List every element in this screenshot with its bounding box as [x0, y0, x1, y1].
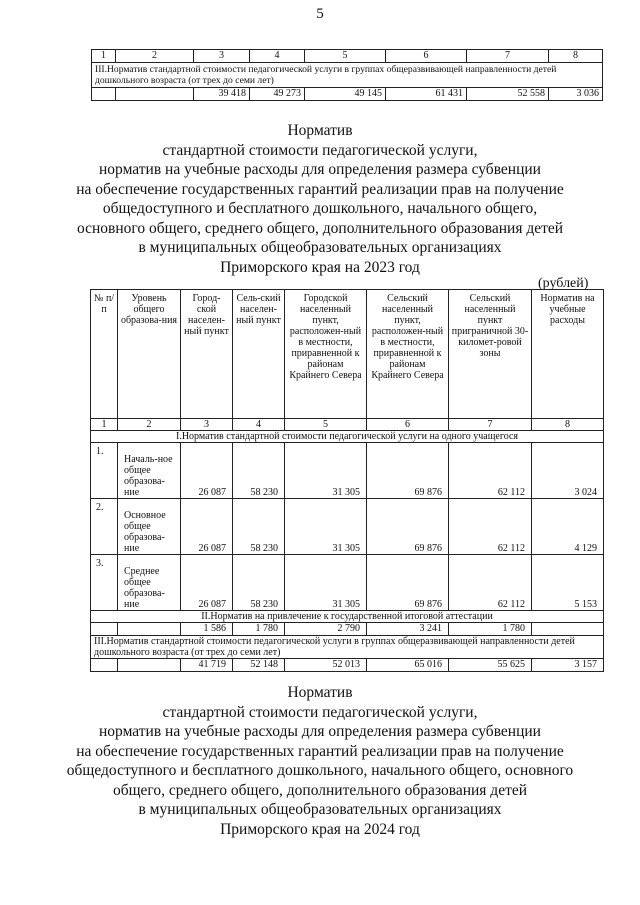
- table-row: [92, 88, 603, 101]
- table-row: [91, 636, 604, 659]
- table-cell: 3 157: [532, 659, 604, 672]
- col-number: 1: [91, 419, 118, 431]
- heading-line: стандартной стоимости педагогической услуги,: [162, 703, 478, 721]
- table-cell: 4 129: [532, 499, 604, 555]
- page-number: 5: [316, 6, 324, 22]
- heading-2024: [60, 683, 580, 839]
- table-row: [91, 555, 604, 611]
- col-number: 5: [285, 419, 367, 431]
- table-cell: 52 013: [285, 659, 367, 672]
- heading-line: общедоступного и бесплатного дошкольного, начального общего,: [102, 200, 538, 217]
- col-number: 3: [194, 50, 250, 63]
- table-row: [91, 611, 604, 623]
- heading-line: в муниципальных общеобразовательных организациях: [138, 801, 502, 818]
- heading-line: норматив на учебные расходы для определения размера субвенции: [99, 723, 541, 740]
- header-row: [91, 290, 604, 419]
- row-number: 2.: [91, 499, 118, 555]
- row-number: 3.: [91, 555, 118, 611]
- table-cell: 52 148: [233, 659, 285, 672]
- table-cell: 3 024: [532, 443, 604, 499]
- col-number: 3: [181, 419, 233, 431]
- column-header: Сель-ский населен-ный пункт: [233, 290, 285, 419]
- table-cell: 62 112: [449, 499, 532, 555]
- table-row: [91, 499, 604, 555]
- table-cell: 1 586: [181, 623, 233, 636]
- column-header: Норматив на учебные расходы: [532, 290, 604, 419]
- row-number: 1.: [91, 443, 118, 499]
- table-cell: [92, 88, 116, 101]
- main-table: [90, 289, 604, 672]
- column-header: Городской населенный пункт, расположен-ный в местности, приравненной к районам Крайнего Севера: [285, 290, 367, 419]
- top-table: [91, 49, 603, 101]
- table-cell: [118, 623, 181, 636]
- table-cell: 26 087: [181, 499, 233, 555]
- table-cell: 58 230: [233, 443, 285, 499]
- table-cell: 31 305: [285, 443, 367, 499]
- heading-2023: [60, 121, 580, 277]
- col-number: 1: [92, 50, 116, 63]
- heading-line: Приморского края на 2024 год: [220, 820, 420, 838]
- education-level: Началь-ное общее образова-ние: [118, 443, 181, 499]
- table-row: [91, 443, 604, 499]
- table-cell: 31 305: [285, 555, 367, 611]
- table-cell: 26 087: [181, 443, 233, 499]
- table-cell: 61 431: [386, 88, 467, 101]
- section-title: III.Норматив стандартной стоимости педагогической услуги в группах общеразвивающей направленности детей дошкольного возраста (от трех до семи лет): [91, 636, 604, 659]
- table-cell: 58 230: [233, 499, 285, 555]
- table-cell: 5 153: [532, 555, 604, 611]
- heading-line: Норматив: [287, 684, 353, 701]
- col-number: 7: [467, 50, 549, 63]
- column-header: Город-ской населен-ный пункт: [181, 290, 233, 419]
- section-title: I.Норматив стандартной стоимости педагогической услуги на одного учащегося: [91, 431, 604, 443]
- table-cell: 65 016: [367, 659, 449, 672]
- table-row: [91, 431, 604, 443]
- table-row: [91, 659, 604, 672]
- heading-line: основного общего, среднего общего, дополнительного образования детей: [76, 219, 564, 237]
- table-cell: 55 625: [449, 659, 532, 672]
- table-cell: 52 558: [467, 88, 549, 101]
- table-cell: [116, 88, 194, 101]
- heading-line: норматив на учебные расходы для определения размера субвенции: [99, 161, 541, 178]
- col-number: 2: [116, 50, 194, 63]
- table-cell: 69 876: [367, 499, 449, 555]
- heading-line: стандартной стоимости педагогической услуги,: [162, 141, 478, 159]
- table-row: [92, 50, 603, 63]
- col-number: 6: [367, 419, 449, 431]
- table-cell: 1 780: [449, 623, 532, 636]
- heading-line: Норматив: [287, 122, 353, 139]
- col-number: 5: [305, 50, 386, 63]
- section-title: III.Норматив стандартной стоимости педагогической услуги в группах общеразвивающей направленности детей дошкольного возраста (от трех до семи лет): [92, 63, 603, 88]
- column-header: Сельский населенный пункт, расположен-ный в местности, приравненной к районам Крайнего Севера: [367, 290, 449, 419]
- table-cell: 49 145: [305, 88, 386, 101]
- units-label: (рублей): [538, 276, 589, 291]
- table-cell: [532, 623, 604, 636]
- col-number: 6: [386, 50, 467, 63]
- table-cell: 58 230: [233, 555, 285, 611]
- col-number: 4: [250, 50, 305, 63]
- table-cell: 2 790: [285, 623, 367, 636]
- table-cell: [118, 659, 181, 672]
- table-cell: 62 112: [449, 443, 532, 499]
- heading-line: в муниципальных общеобразовательных организациях: [138, 239, 502, 256]
- table-cell: 31 305: [285, 499, 367, 555]
- table-cell: 41 719: [181, 659, 233, 672]
- heading-line: общедоступного и бесплатного дошкольного, начального общего, основного: [66, 762, 574, 779]
- col-number: 7: [449, 419, 532, 431]
- col-number: 8: [532, 419, 604, 431]
- col-number: 2: [118, 419, 181, 431]
- education-level: Среднее общее образова-ние: [118, 555, 181, 611]
- table-cell: 26 087: [181, 555, 233, 611]
- table-row: [91, 623, 604, 636]
- column-header: № п/п: [91, 290, 118, 419]
- table-row: [92, 63, 603, 88]
- heading-line: общего, среднего общего, дополнительного образования детей: [112, 781, 528, 799]
- table-cell: [91, 623, 118, 636]
- table-cell: 1 780: [233, 623, 285, 636]
- col-number: 8: [549, 50, 603, 63]
- table-cell: 3 036: [549, 88, 603, 101]
- heading-line: Приморского края на 2023 год: [220, 258, 420, 276]
- education-level: Основное общее образова-ние: [118, 499, 181, 555]
- table-cell: 49 273: [250, 88, 305, 101]
- column-header: Сельский населенный пункт приграничной 30-километ-ровой зоны: [449, 290, 532, 419]
- table-cell: 3 241: [367, 623, 449, 636]
- table-cell: [91, 659, 118, 672]
- table-cell: 39 418: [194, 88, 250, 101]
- heading-line: на обеспечение государственных гарантий реализации прав на получение: [76, 180, 564, 198]
- section-title: II.Норматив на привлечение к государственной итоговой аттестации: [91, 611, 604, 623]
- table-cell: 69 876: [367, 443, 449, 499]
- column-header: Уровень общего образова-ния: [118, 290, 181, 419]
- table-cell: 69 876: [367, 555, 449, 611]
- heading-line: на обеспечение государственных гарантий реализации прав на получение: [76, 742, 564, 760]
- col-number: 4: [233, 419, 285, 431]
- table-cell: 62 112: [449, 555, 532, 611]
- table-row: [91, 419, 604, 431]
